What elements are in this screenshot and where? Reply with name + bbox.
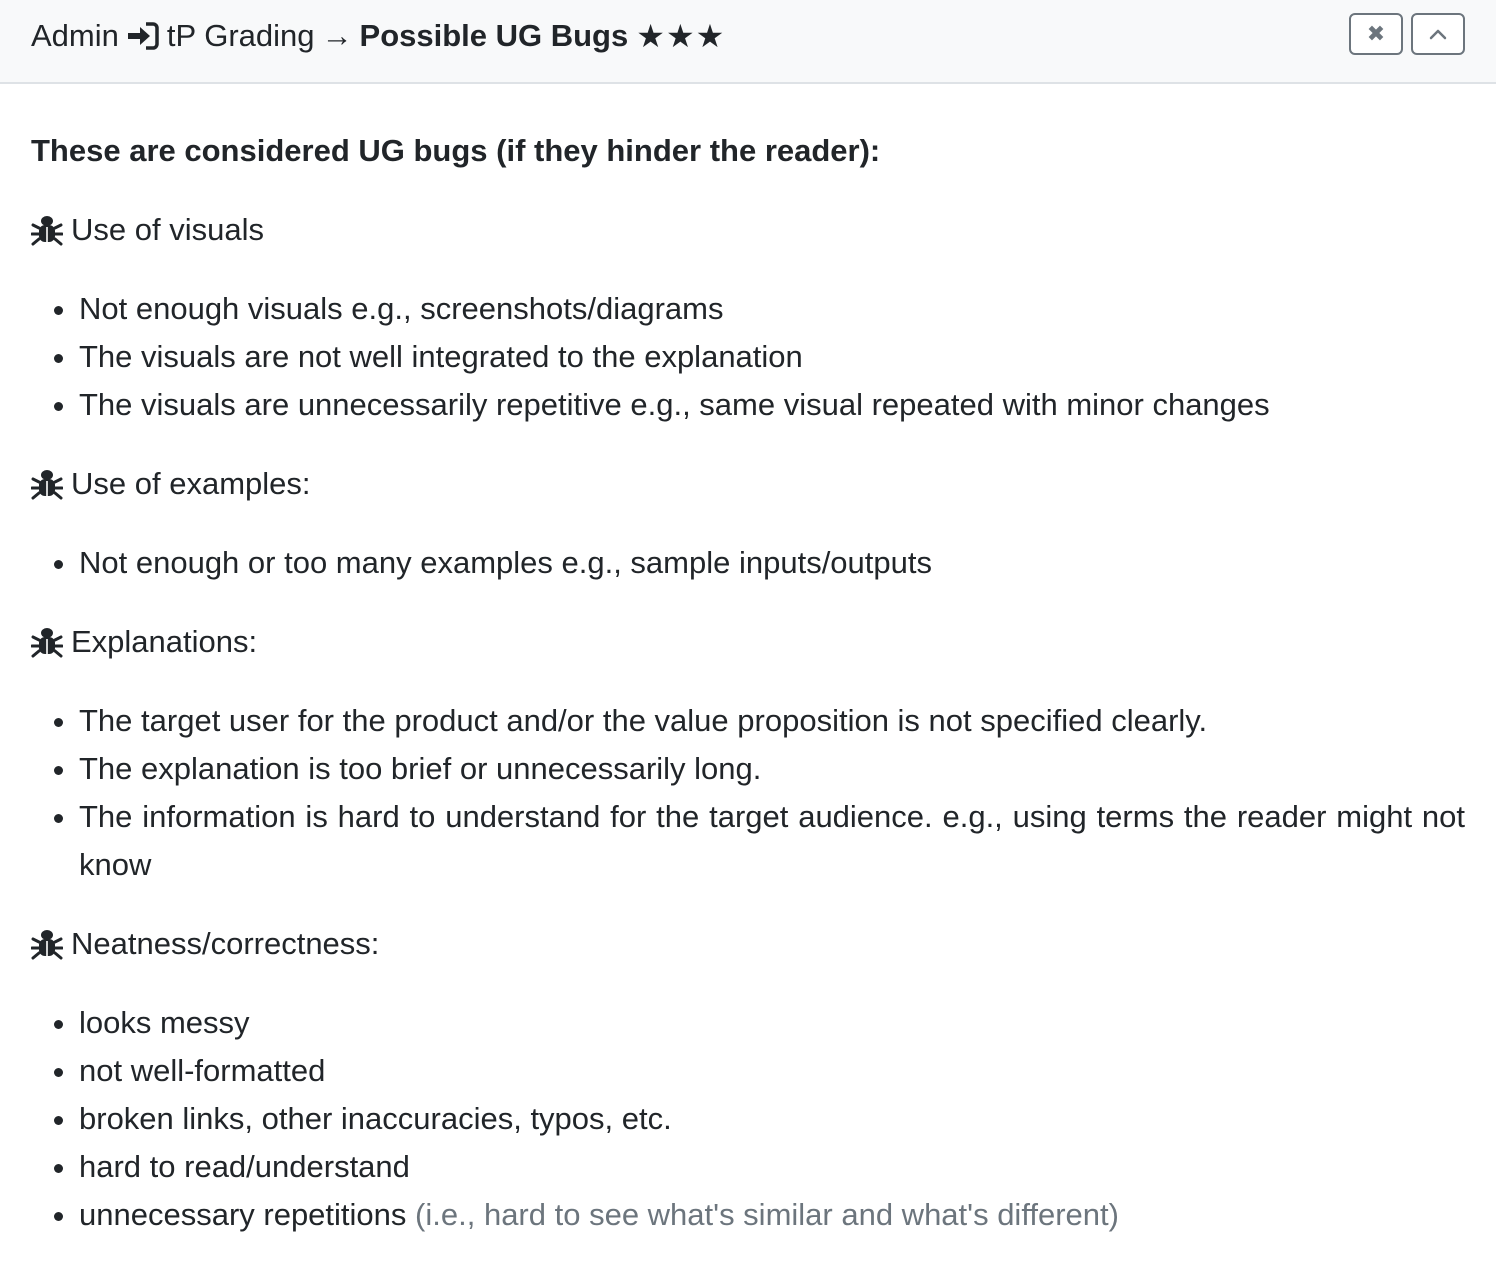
close-icon: ✖: [1366, 21, 1386, 46]
breadcrumb-admin[interactable]: Admin: [31, 18, 119, 53]
category-title: Use of examples:: [71, 466, 311, 501]
bug-list: [31, 697, 1465, 889]
list-item: • Not enough visuals e.g., screenshots/diagrams: [79, 285, 1465, 333]
category-title: Neatness/correctness:: [71, 926, 380, 961]
list-item: • The visuals are unnecessarily repetitive e.g., same visual repeated with minor changes: [79, 381, 1465, 429]
category-heading: [31, 206, 1465, 254]
category-title: Use of visuals: [71, 212, 264, 247]
bug-icon: [31, 626, 63, 658]
bug-list: [31, 999, 1465, 1239]
list-item: • The explanation is too brief or unnecessarily long.: [79, 745, 1465, 793]
chevron-up-icon: [1428, 21, 1448, 47]
bug-icon: [31, 468, 63, 500]
bug-list: [31, 539, 1465, 587]
list-item: • The visuals are not well integrated to the explanation: [79, 333, 1465, 381]
intro-text: These are considered UG bugs (if they hinder the reader):: [31, 133, 881, 168]
category-heading: [31, 920, 1465, 968]
list-item: • The information is hard to understand for the target audience. e.g., using terms the reader might not know: [79, 793, 1465, 889]
category-heading: [31, 460, 1465, 508]
breadcrumb-tp-grading[interactable]: tP Grading: [166, 18, 315, 53]
panel-header: [0, 0, 1496, 84]
arrow-right-icon: →: [321, 18, 353, 53]
sign-in-icon: [126, 21, 160, 51]
bug-list: [31, 285, 1465, 429]
list-item-note: (i.e., hard to see what's similar and what's different): [415, 1197, 1119, 1232]
list-item: • Not enough or too many examples e.g., sample inputs/outputs: [79, 539, 1465, 587]
list-item-text: unnecessary repetitions: [79, 1197, 407, 1232]
list-item: [79, 1191, 1465, 1239]
list-item: • broken links, other inaccuracies, typos, etc.: [79, 1095, 1465, 1143]
list-item: • looks messy: [79, 999, 1465, 1047]
close-button[interactable]: [1349, 13, 1403, 55]
collapse-button[interactable]: [1411, 13, 1465, 55]
bug-icon: [31, 214, 63, 246]
list-item: • hard to read/understand: [79, 1143, 1465, 1191]
list-item: • The target user for the product and/or the value proposition is not specified clearly.: [79, 697, 1465, 745]
category-title: Explanations:: [71, 624, 258, 659]
difficulty-stars: ★★★: [636, 18, 726, 54]
list-item: • not well-formatted: [79, 1047, 1465, 1095]
bug-icon: [31, 928, 63, 960]
category-heading: [31, 618, 1465, 666]
breadcrumb: [31, 15, 725, 57]
panel-body: [31, 84, 1465, 1239]
breadcrumb-current: Possible UG Bugs: [359, 18, 629, 53]
